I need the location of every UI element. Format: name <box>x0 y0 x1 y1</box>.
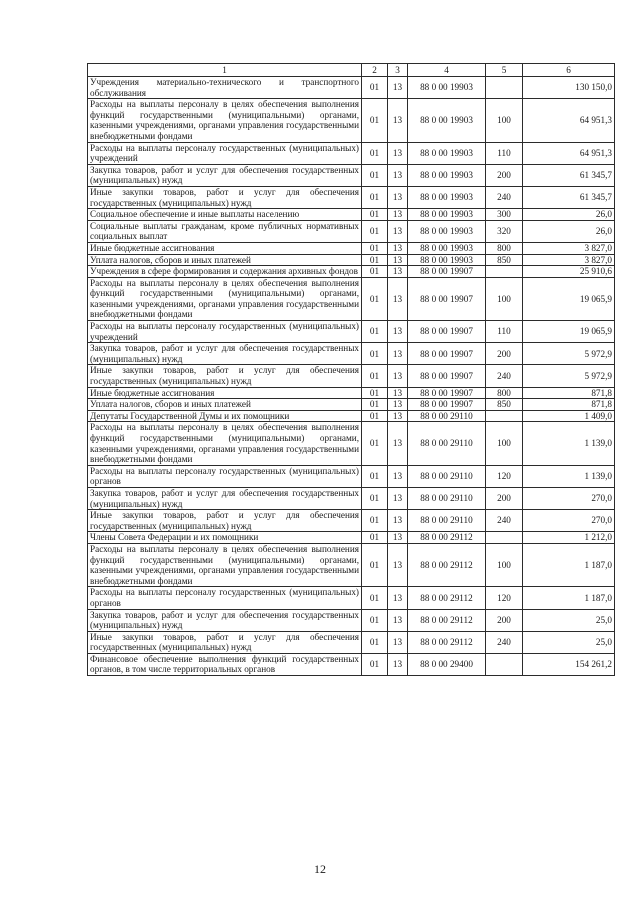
subsection-code-cell: 13 <box>388 99 408 142</box>
expense-type-cell: 100 <box>486 99 523 142</box>
subsection-code-cell: 13 <box>388 510 408 532</box>
row-name-cell: Расходы на выплаты персоналу в целях обеспечения выполнения функций государственными (муниципальными) органами, казенными учреждениями, органами управления государственными внебюджетными фондами <box>88 543 362 586</box>
subsection-code-cell: 13 <box>388 266 408 278</box>
target-article-cell: 88 0 00 19907 <box>408 277 486 320</box>
amount-cell: 19 065,9 <box>523 321 615 343</box>
header-cell: 4 <box>408 64 486 77</box>
expense-type-cell <box>486 77 523 99</box>
target-article-cell: 88 0 00 19907 <box>408 321 486 343</box>
target-article-cell: 88 0 00 19907 <box>408 365 486 387</box>
subsection-code-cell: 13 <box>388 587 408 609</box>
row-name-cell: Закупка товаров, работ и услуг для обеспечения государственных (муниципальных) нужд <box>88 487 362 509</box>
section-code-cell: 01 <box>362 631 388 653</box>
table-row <box>88 587 615 609</box>
row-name-cell: Депутаты Государственной Думы и их помощники <box>88 410 362 422</box>
target-article-cell: 88 0 00 29112 <box>408 587 486 609</box>
expense-type-cell: 200 <box>486 343 523 365</box>
amount-cell: 26,0 <box>523 209 615 221</box>
amount-cell: 64 951,3 <box>523 99 615 142</box>
expense-type-cell: 200 <box>486 164 523 186</box>
header-cell: 5 <box>486 64 523 77</box>
amount-cell: 871,8 <box>523 387 615 399</box>
target-article-cell: 88 0 00 19903 <box>408 254 486 266</box>
row-name-cell: Расходы на выплаты персоналу государственных (муниципальных) органов <box>88 587 362 609</box>
row-name-cell: Иные бюджетные ассигнования <box>88 242 362 254</box>
target-article-cell: 88 0 00 19907 <box>408 266 486 278</box>
target-article-cell: 88 0 00 29112 <box>408 532 486 544</box>
row-name-cell: Социальные выплаты гражданам, кроме публичных нормативных социальных выплат <box>88 220 362 242</box>
section-code-cell: 01 <box>362 99 388 142</box>
table-row <box>88 164 615 186</box>
subsection-code-cell: 13 <box>388 631 408 653</box>
row-name-cell: Социальное обеспечение и иные выплаты населению <box>88 209 362 221</box>
target-article-cell: 88 0 00 29110 <box>408 410 486 422</box>
amount-cell: 3 827,0 <box>523 254 615 266</box>
expense-type-cell: 800 <box>486 242 523 254</box>
target-article-cell: 88 0 00 19903 <box>408 220 486 242</box>
target-article-cell: 88 0 00 19903 <box>408 99 486 142</box>
target-article-cell: 88 0 00 19903 <box>408 77 486 99</box>
target-article-cell: 88 0 00 19903 <box>408 186 486 208</box>
target-article-cell: 88 0 00 19907 <box>408 399 486 411</box>
amount-cell: 3 827,0 <box>523 242 615 254</box>
subsection-code-cell: 13 <box>388 77 408 99</box>
amount-cell: 25,0 <box>523 609 615 631</box>
row-name-cell: Расходы на выплаты персоналу государственных (муниципальных) учреждений <box>88 142 362 164</box>
table-row <box>88 254 615 266</box>
subsection-code-cell: 13 <box>388 343 408 365</box>
table-row <box>88 321 615 343</box>
section-code-cell: 01 <box>362 422 388 465</box>
expense-type-cell: 850 <box>486 399 523 411</box>
expense-type-cell: 240 <box>486 631 523 653</box>
section-code-cell: 01 <box>362 142 388 164</box>
table-row <box>88 510 615 532</box>
expense-type-cell: 100 <box>486 422 523 465</box>
table-row <box>88 465 615 487</box>
section-code-cell: 01 <box>362 277 388 320</box>
section-code-cell: 01 <box>362 77 388 99</box>
amount-cell: 1 187,0 <box>523 543 615 586</box>
target-article-cell: 88 0 00 29400 <box>408 653 486 675</box>
budget-table <box>87 63 615 676</box>
section-code-cell: 01 <box>362 220 388 242</box>
row-name-cell: Уплата налогов, сборов и иных платежей <box>88 399 362 411</box>
table-row <box>88 422 615 465</box>
target-article-cell: 88 0 00 19907 <box>408 343 486 365</box>
amount-cell: 270,0 <box>523 510 615 532</box>
table-row <box>88 186 615 208</box>
amount-cell: 25,0 <box>523 631 615 653</box>
expense-type-cell <box>486 653 523 675</box>
section-code-cell: 01 <box>362 365 388 387</box>
subsection-code-cell: 13 <box>388 254 408 266</box>
amount-cell: 1 139,0 <box>523 422 615 465</box>
table-row <box>88 142 615 164</box>
amount-cell: 130 150,0 <box>523 77 615 99</box>
amount-cell: 26,0 <box>523 220 615 242</box>
subsection-code-cell: 13 <box>388 653 408 675</box>
target-article-cell: 88 0 00 29110 <box>408 487 486 509</box>
table-row <box>88 410 615 422</box>
header-row <box>88 64 615 77</box>
section-code-cell: 01 <box>362 399 388 411</box>
section-code-cell: 01 <box>362 653 388 675</box>
subsection-code-cell: 13 <box>388 487 408 509</box>
section-code-cell: 01 <box>362 609 388 631</box>
amount-cell: 61 345,7 <box>523 164 615 186</box>
table-row <box>88 266 615 278</box>
amount-cell: 154 261,2 <box>523 653 615 675</box>
section-code-cell: 01 <box>362 321 388 343</box>
expense-type-cell: 100 <box>486 543 523 586</box>
expense-type-cell: 100 <box>486 277 523 320</box>
expense-type-cell <box>486 410 523 422</box>
row-name-cell: Расходы на выплаты персоналу в целях обеспечения выполнения функций государственными (муниципальными) органами, казенными учреждениями, органами управления государственными внебюджетными фондами <box>88 422 362 465</box>
expense-type-cell: 200 <box>486 609 523 631</box>
row-name-cell: Иные закупки товаров, работ и услуг для обеспечения государственных (муниципальных) нужд <box>88 186 362 208</box>
section-code-cell: 01 <box>362 487 388 509</box>
subsection-code-cell: 13 <box>388 186 408 208</box>
table-row <box>88 209 615 221</box>
target-article-cell: 88 0 00 29112 <box>408 609 486 631</box>
subsection-code-cell: 13 <box>388 321 408 343</box>
page-number: 12 <box>314 862 326 876</box>
subsection-code-cell: 13 <box>388 142 408 164</box>
section-code-cell: 01 <box>362 242 388 254</box>
row-name-cell: Расходы на выплаты персоналу государственных (муниципальных) органов <box>88 465 362 487</box>
document-page <box>87 63 614 676</box>
header-cell: 1 <box>88 64 362 77</box>
target-article-cell: 88 0 00 19903 <box>408 242 486 254</box>
subsection-code-cell: 13 <box>388 220 408 242</box>
subsection-code-cell: 13 <box>388 209 408 221</box>
target-article-cell: 88 0 00 19903 <box>408 164 486 186</box>
table-row <box>88 77 615 99</box>
section-code-cell: 01 <box>362 543 388 586</box>
table-row <box>88 220 615 242</box>
section-code-cell: 01 <box>362 465 388 487</box>
expense-type-cell: 850 <box>486 254 523 266</box>
section-code-cell: 01 <box>362 186 388 208</box>
table-row <box>88 653 615 675</box>
table-row <box>88 532 615 544</box>
expense-type-cell: 240 <box>486 510 523 532</box>
row-name-cell: Расходы на выплаты персоналу государственных (муниципальных) учреждений <box>88 321 362 343</box>
subsection-code-cell: 13 <box>388 242 408 254</box>
table-row <box>88 487 615 509</box>
section-code-cell: 01 <box>362 209 388 221</box>
row-name-cell: Уплата налогов, сборов и иных платежей <box>88 254 362 266</box>
expense-type-cell: 800 <box>486 387 523 399</box>
subsection-code-cell: 13 <box>388 609 408 631</box>
amount-cell: 61 345,7 <box>523 186 615 208</box>
row-name-cell: Учреждения материально-технического и транспортного обслуживания <box>88 77 362 99</box>
row-name-cell: Члены Совета Федерации и их помощники <box>88 532 362 544</box>
amount-cell: 25 910,6 <box>523 266 615 278</box>
target-article-cell: 88 0 00 19903 <box>408 209 486 221</box>
subsection-code-cell: 13 <box>388 465 408 487</box>
table-row <box>88 387 615 399</box>
section-code-cell: 01 <box>362 387 388 399</box>
expense-type-cell: 320 <box>486 220 523 242</box>
table-row <box>88 631 615 653</box>
section-code-cell: 01 <box>362 587 388 609</box>
target-article-cell: 88 0 00 29112 <box>408 631 486 653</box>
section-code-cell: 01 <box>362 510 388 532</box>
row-name-cell: Иные бюджетные ассигнования <box>88 387 362 399</box>
row-name-cell: Закупка товаров, работ и услуг для обеспечения государственных (муниципальных) нужд <box>88 609 362 631</box>
expense-type-cell: 120 <box>486 587 523 609</box>
expense-type-cell: 110 <box>486 321 523 343</box>
budget-table-body <box>88 64 615 676</box>
amount-cell: 5 972,9 <box>523 343 615 365</box>
header-cell: 6 <box>523 64 615 77</box>
target-article-cell: 88 0 00 19903 <box>408 142 486 164</box>
subsection-code-cell: 13 <box>388 543 408 586</box>
expense-type-cell <box>486 266 523 278</box>
subsection-code-cell: 13 <box>388 387 408 399</box>
row-name-cell: Финансовое обеспечение выполнения функций государственных органов, в том числе территориальных органов <box>88 653 362 675</box>
expense-type-cell: 200 <box>486 487 523 509</box>
section-code-cell: 01 <box>362 343 388 365</box>
table-row <box>88 99 615 142</box>
amount-cell: 871,8 <box>523 399 615 411</box>
target-article-cell: 88 0 00 29110 <box>408 510 486 532</box>
subsection-code-cell: 13 <box>388 365 408 387</box>
expense-type-cell <box>486 532 523 544</box>
subsection-code-cell: 13 <box>388 277 408 320</box>
header-cell: 3 <box>388 64 408 77</box>
subsection-code-cell: 13 <box>388 399 408 411</box>
amount-cell: 19 065,9 <box>523 277 615 320</box>
table-row <box>88 399 615 411</box>
expense-type-cell: 240 <box>486 365 523 387</box>
amount-cell: 1 409,0 <box>523 410 615 422</box>
table-row <box>88 242 615 254</box>
expense-type-cell: 120 <box>486 465 523 487</box>
row-name-cell: Закупка товаров, работ и услуг для обеспечения государственных (муниципальных) нужд <box>88 164 362 186</box>
table-row <box>88 543 615 586</box>
table-row <box>88 365 615 387</box>
subsection-code-cell: 13 <box>388 422 408 465</box>
subsection-code-cell: 13 <box>388 164 408 186</box>
section-code-cell: 01 <box>362 164 388 186</box>
row-name-cell: Расходы на выплаты персоналу в целях обеспечения выполнения функций государственными (муниципальными) органами, казенными учреждениями, органами управления государственными внебюджетными фондами <box>88 99 362 142</box>
row-name-cell: Иные закупки товаров, работ и услуг для обеспечения государственных (муниципальных) нужд <box>88 631 362 653</box>
target-article-cell: 88 0 00 29110 <box>408 422 486 465</box>
section-code-cell: 01 <box>362 410 388 422</box>
table-row <box>88 609 615 631</box>
row-name-cell: Закупка товаров, работ и услуг для обеспечения государственных (муниципальных) нужд <box>88 343 362 365</box>
subsection-code-cell: 13 <box>388 532 408 544</box>
row-name-cell: Учреждения в сфере формирования и содержания архивных фондов <box>88 266 362 278</box>
section-code-cell: 01 <box>362 254 388 266</box>
amount-cell: 1 139,0 <box>523 465 615 487</box>
section-code-cell: 01 <box>362 532 388 544</box>
target-article-cell: 88 0 00 29112 <box>408 543 486 586</box>
target-article-cell: 88 0 00 19907 <box>408 387 486 399</box>
amount-cell: 1 187,0 <box>523 587 615 609</box>
expense-type-cell: 110 <box>486 142 523 164</box>
row-name-cell: Иные закупки товаров, работ и услуг для обеспечения государственных (муниципальных) нужд <box>88 510 362 532</box>
row-name-cell: Иные закупки товаров, работ и услуг для обеспечения государственных (муниципальных) нужд <box>88 365 362 387</box>
amount-cell: 270,0 <box>523 487 615 509</box>
expense-type-cell: 240 <box>486 186 523 208</box>
subsection-code-cell: 13 <box>388 410 408 422</box>
amount-cell: 1 212,0 <box>523 532 615 544</box>
expense-type-cell: 300 <box>486 209 523 221</box>
table-row <box>88 277 615 320</box>
amount-cell: 64 951,3 <box>523 142 615 164</box>
row-name-cell: Расходы на выплаты персоналу в целях обеспечения выполнения функций государственными (муниципальными) органами, казенными учреждениями, органами управления государственными внебюджетными фондами <box>88 277 362 320</box>
section-code-cell: 01 <box>362 266 388 278</box>
target-article-cell: 88 0 00 29110 <box>408 465 486 487</box>
amount-cell: 5 972,9 <box>523 365 615 387</box>
table-row <box>88 343 615 365</box>
header-cell: 2 <box>362 64 388 77</box>
